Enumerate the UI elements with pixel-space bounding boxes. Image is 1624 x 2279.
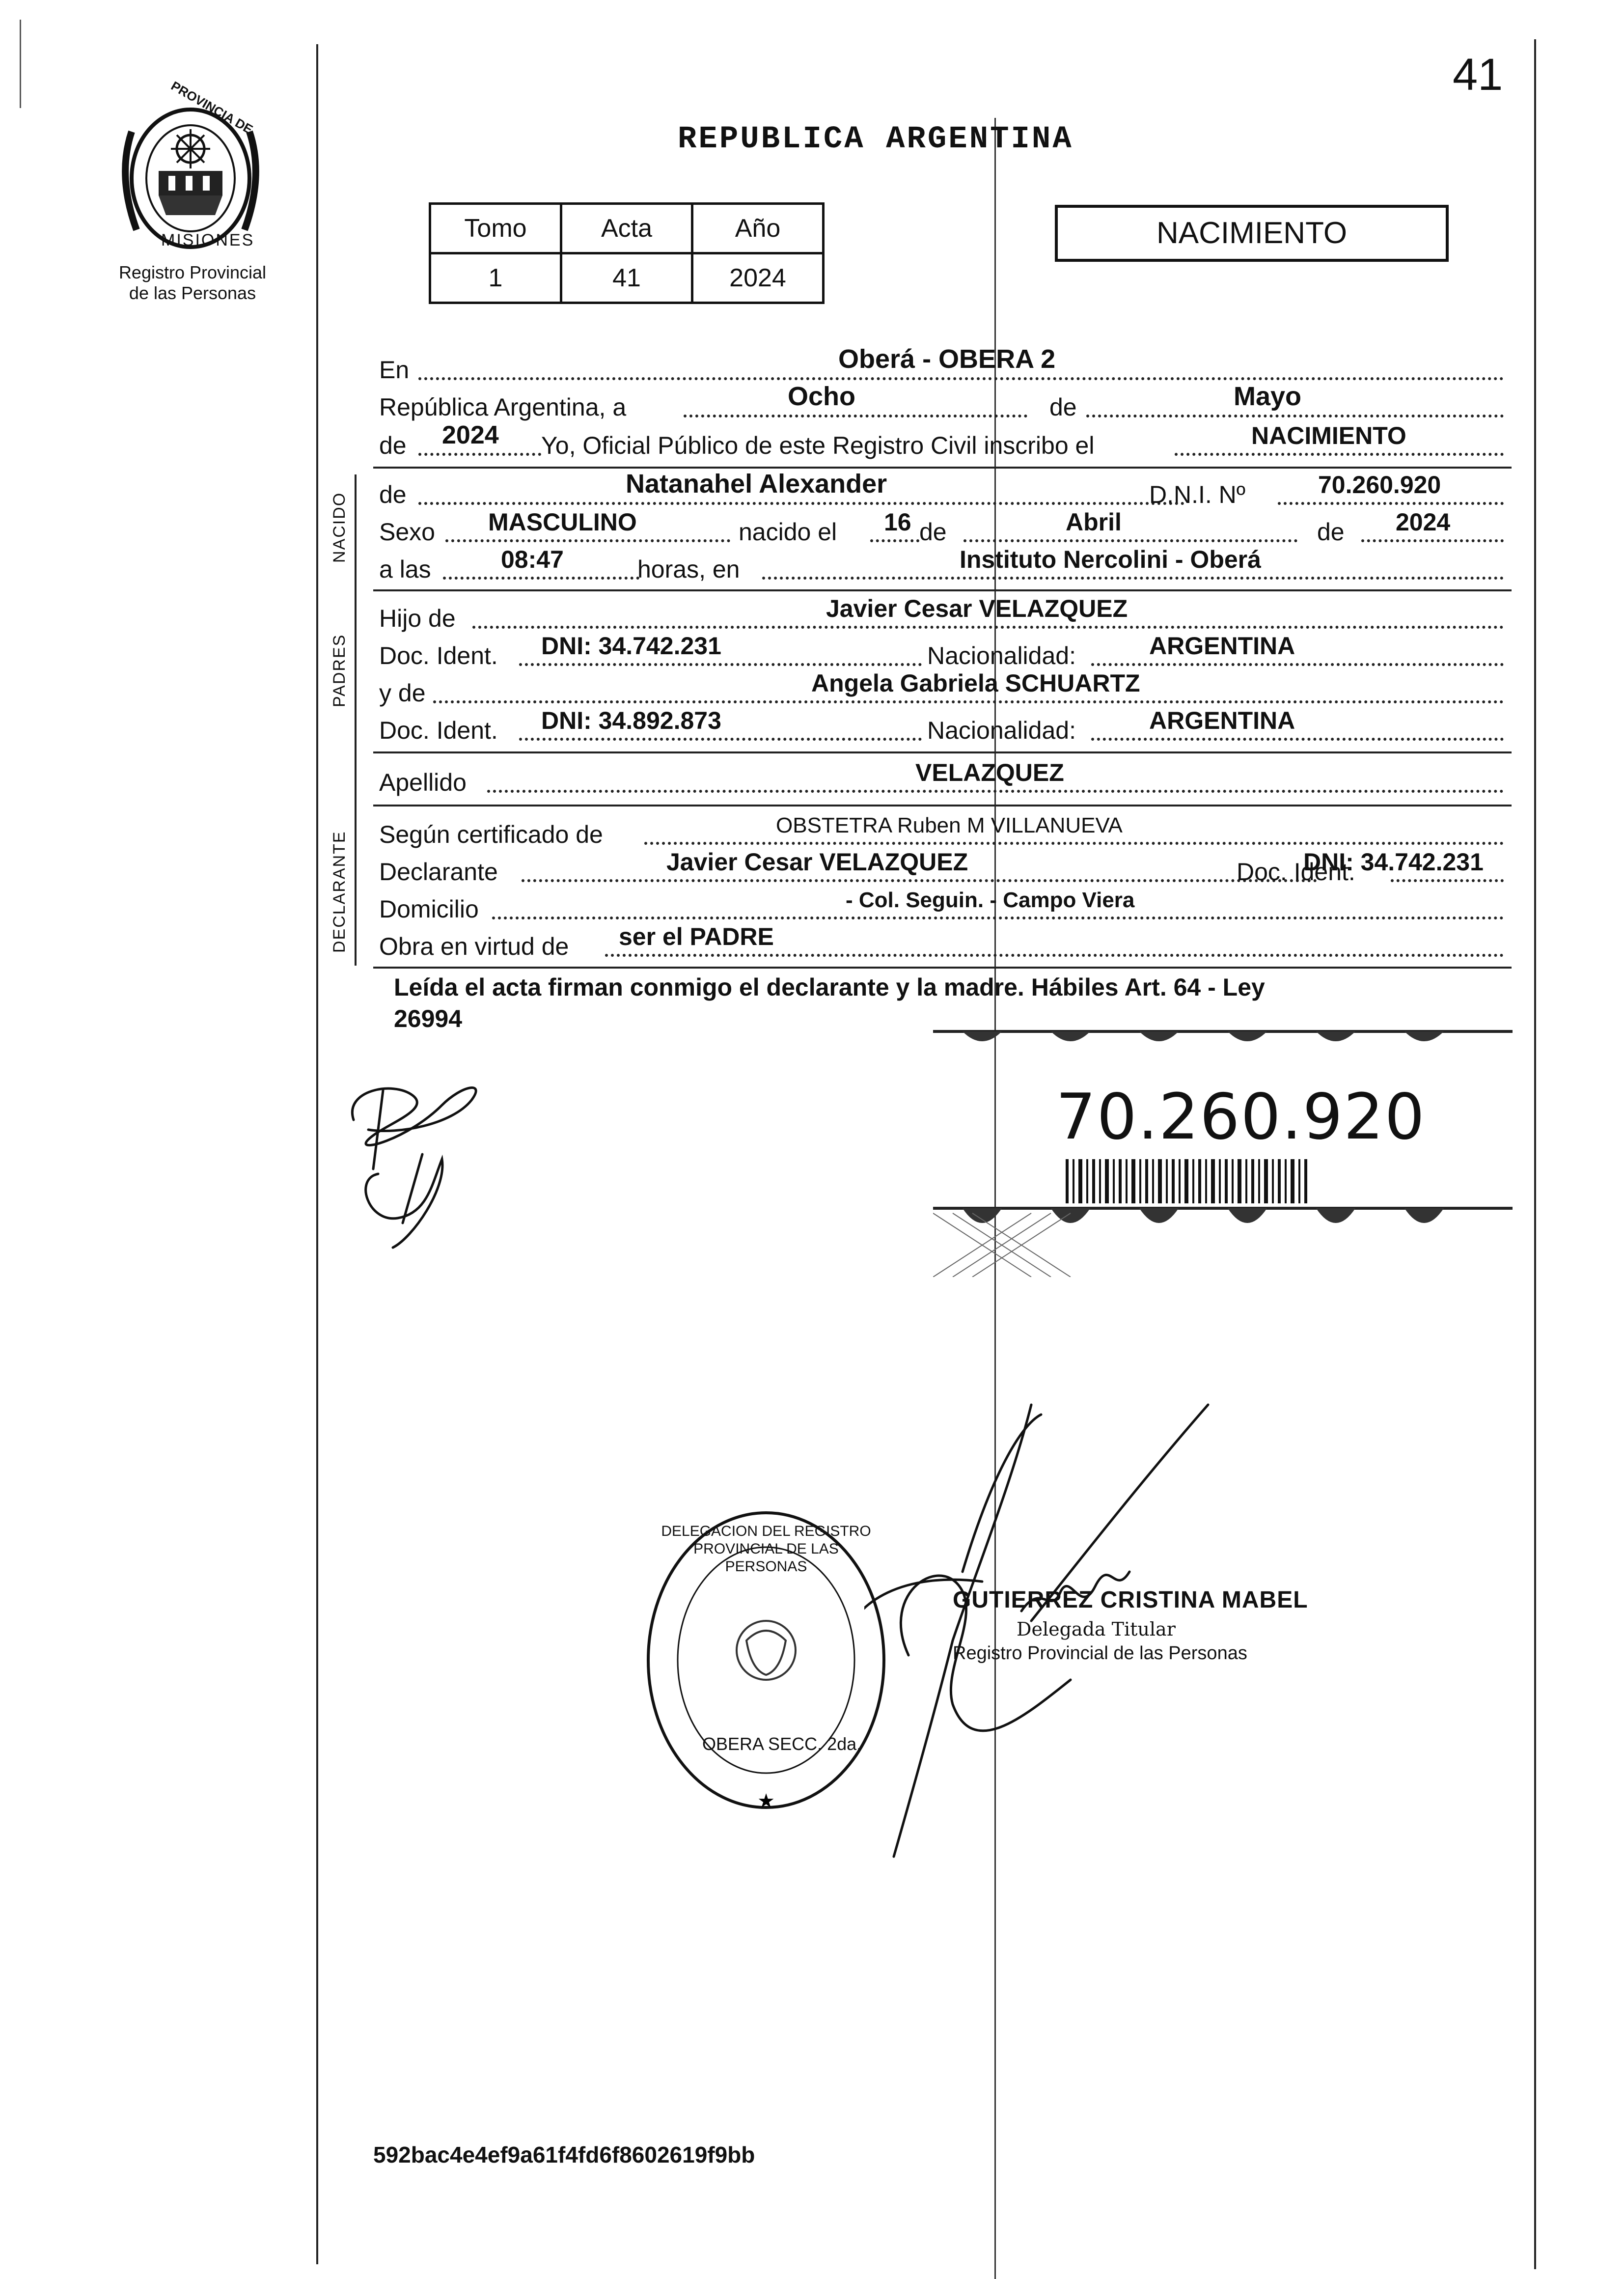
record-table-header: Año bbox=[692, 204, 824, 253]
section-divider bbox=[373, 805, 1512, 806]
section-divider bbox=[373, 751, 1512, 753]
row-domicilio bbox=[379, 889, 1509, 926]
section-label-declarante: DECLARANTE bbox=[330, 831, 349, 953]
svg-text:★: ★ bbox=[757, 1790, 775, 1812]
dotted-line bbox=[418, 502, 1184, 505]
section-label-padres: PADRES bbox=[330, 634, 349, 707]
label-nacido-el: nacido el bbox=[739, 518, 837, 546]
label-a-las: a las bbox=[379, 556, 431, 583]
label-doc-ident: Doc. Ident. bbox=[379, 717, 498, 744]
value-padre-nacionalidad: ARGENTINA bbox=[1149, 632, 1295, 660]
value-anio: 2024 bbox=[442, 421, 499, 449]
label-republica: República Argentina, a bbox=[379, 393, 627, 421]
document-title: REPUBLICA ARGENTINA bbox=[678, 122, 1073, 157]
label-dni: D.N.I. Nº bbox=[1149, 481, 1246, 508]
value-declarante: Javier Cesar VELAZQUEZ bbox=[666, 848, 968, 876]
label-apellido: Apellido bbox=[379, 769, 467, 796]
label-nacionalidad: Nacionalidad: bbox=[927, 717, 1076, 744]
row-madre bbox=[379, 669, 1509, 710]
dotted-line bbox=[870, 539, 919, 542]
record-reference-table bbox=[429, 202, 825, 304]
record-table-header: Tomo bbox=[430, 204, 561, 253]
value-hora: 08:47 bbox=[501, 546, 564, 573]
label-en: En bbox=[379, 356, 410, 384]
dotted-line bbox=[1361, 539, 1504, 542]
value-certificado: OBSTETRA Ruben M VILLANUEVA bbox=[776, 813, 1123, 837]
value-dni-nacido: 70.260.920 bbox=[1318, 471, 1441, 499]
official-office: Registro Provincial de las Personas bbox=[953, 1643, 1247, 1664]
official-name: GUTIERREZ CRISTINA MABEL bbox=[953, 1587, 1308, 1613]
row-padre-documento bbox=[379, 632, 1509, 673]
logo-caption bbox=[108, 262, 277, 304]
row-certificado bbox=[379, 814, 1509, 852]
row-sexo-fecha-nacimiento bbox=[379, 508, 1509, 549]
value-domicilio: - Col. Seguin. - Campo Viera bbox=[846, 888, 1135, 912]
row-hora-lugar-nacimiento bbox=[379, 546, 1509, 586]
dotted-line bbox=[605, 954, 1504, 957]
label-declarante: Declarante bbox=[379, 858, 498, 886]
row-madre-documento bbox=[379, 707, 1509, 748]
record-table-value: 41 bbox=[561, 253, 692, 303]
dotted-line bbox=[684, 415, 1027, 417]
row-apellido bbox=[379, 759, 1509, 800]
label-doc-ident: Doc. Ident. bbox=[379, 642, 498, 669]
closing-note-line1: Leída el acta firman conmigo el declarante y la madre. Hábiles Art. 64 - Ley bbox=[394, 973, 1265, 1001]
logo-text-bottom: MISIONES bbox=[161, 231, 255, 250]
dotted-line bbox=[487, 790, 1504, 793]
dni-stamp-number: 70.260.920 bbox=[1056, 1081, 1426, 1154]
label-nacionalidad: Nacionalidad: bbox=[927, 642, 1076, 669]
value-obra-en-virtud: ser el PADRE bbox=[619, 923, 774, 950]
record-table-value: 2024 bbox=[692, 253, 824, 303]
dotted-line bbox=[762, 577, 1504, 580]
dotted-line bbox=[492, 917, 1504, 919]
record-table-value-row bbox=[430, 253, 824, 303]
seal-text-top: DELEGACION DEL REGISTRO PROVINCIAL DE LAS PERSONAS bbox=[661, 1523, 871, 1575]
value-lugar-inscripcion: Oberá - OBERA 2 bbox=[838, 344, 1056, 374]
official-role: Delegada Titular bbox=[1017, 1618, 1176, 1640]
dotted-line bbox=[445, 539, 730, 542]
right-margin-rule bbox=[1534, 39, 1536, 2269]
label-de: de bbox=[919, 518, 947, 546]
value-dia-nacimiento: 16 bbox=[884, 508, 911, 536]
value-madre: Angela Gabriela SCHUARTZ bbox=[811, 669, 1140, 697]
dotted-line bbox=[1086, 415, 1504, 417]
dotted-line bbox=[519, 663, 922, 666]
label-yo-oficial: Yo, Oficial Público de este Registro Civil inscribo el bbox=[541, 432, 1095, 459]
document-hash: 592bac4e4ef9a61f4fd6f8602619f9bb bbox=[373, 2142, 755, 2168]
value-declarante-dni: DNI: 34.742.231 bbox=[1303, 848, 1484, 876]
label-domicilio: Domicilio bbox=[379, 895, 479, 923]
section-divider bbox=[373, 967, 1512, 969]
logo-text-top: PROVINCIA DE bbox=[168, 78, 256, 137]
logo-caption-line2: de las Personas bbox=[129, 283, 256, 303]
official-name-stamp bbox=[953, 1586, 1308, 1664]
dni-security-stamp bbox=[933, 1022, 1513, 1277]
dotted-line bbox=[1091, 663, 1504, 666]
dotted-line bbox=[418, 377, 1504, 380]
page-number: 41 bbox=[1453, 50, 1503, 100]
dotted-line bbox=[1278, 502, 1504, 505]
value-padre-dni: DNI: 34.742.231 bbox=[541, 632, 721, 660]
closing-note-line2: 26994 bbox=[394, 1005, 463, 1032]
value-tipo-inscripcion: NACIMIENTO bbox=[1251, 422, 1406, 449]
label-de: de bbox=[379, 432, 407, 459]
label-de: de bbox=[1049, 393, 1077, 421]
label-segun-certificado: Según certificado de bbox=[379, 821, 603, 848]
logo-caption-line1: Registro Provincial bbox=[118, 262, 267, 282]
label-de: de bbox=[1317, 518, 1345, 546]
row-fecha-inscripcion bbox=[379, 382, 1509, 424]
value-mes-nacimiento: Abril bbox=[1066, 508, 1122, 536]
far-left-mark bbox=[20, 20, 21, 108]
label-y-de: y de bbox=[379, 679, 426, 707]
value-dia: Ocho bbox=[788, 382, 856, 411]
record-type-box: NACIMIENTO bbox=[1055, 205, 1449, 262]
row-anio-inscripcion bbox=[379, 421, 1509, 463]
record-table-value: 1 bbox=[430, 253, 561, 303]
dotted-line bbox=[644, 842, 1504, 845]
row-declarante bbox=[379, 848, 1509, 889]
value-padre: Javier Cesar VELAZQUEZ bbox=[826, 595, 1128, 622]
section-divider bbox=[373, 589, 1512, 591]
value-sexo: MASCULINO bbox=[488, 508, 637, 536]
dotted-line bbox=[443, 577, 639, 580]
label-obra-en-virtud: Obra en virtud de bbox=[379, 933, 569, 960]
dotted-line bbox=[1175, 453, 1504, 456]
label-de: de bbox=[379, 481, 407, 508]
value-apellido: VELAZQUEZ bbox=[915, 759, 1064, 786]
value-madre-dni: DNI: 34.892.873 bbox=[541, 707, 721, 734]
label-sexo: Sexo bbox=[379, 518, 435, 546]
section-side-rule bbox=[355, 474, 357, 966]
value-nombre-nacido: Natanahel Alexander bbox=[626, 469, 887, 499]
official-seal bbox=[638, 1493, 894, 1847]
dotted-line bbox=[418, 453, 541, 456]
label-horas-en: horas, en bbox=[637, 556, 740, 583]
dotted-line bbox=[519, 738, 922, 741]
dotted-line bbox=[433, 700, 1504, 703]
value-anio-nacimiento: 2024 bbox=[1396, 508, 1451, 536]
value-mes: Mayo bbox=[1234, 382, 1302, 411]
section-divider bbox=[373, 467, 1512, 469]
dotted-line bbox=[1091, 738, 1504, 741]
row-padre bbox=[379, 595, 1509, 636]
row-en bbox=[379, 344, 1509, 387]
value-madre-nacionalidad: ARGENTINA bbox=[1149, 707, 1295, 734]
dotted-line bbox=[1391, 879, 1504, 882]
label-doc-ident: Doc. Ident. bbox=[1237, 858, 1355, 886]
label-hijo-de: Hijo de bbox=[379, 605, 456, 632]
dotted-line bbox=[472, 626, 1504, 629]
seal-text-bottom: OBERA SECC. 2da. bbox=[702, 1734, 862, 1754]
value-lugar-nacimiento: Instituto Nercolini - Oberá bbox=[960, 546, 1261, 573]
record-table-header-row bbox=[430, 204, 824, 253]
dotted-line bbox=[963, 539, 1297, 542]
section-label-nacido: NACIDO bbox=[330, 492, 349, 563]
row-nombre bbox=[379, 469, 1509, 512]
left-margin-rule bbox=[316, 44, 318, 2264]
dotted-line bbox=[522, 879, 1317, 882]
record-table-header: Acta bbox=[561, 204, 692, 253]
row-obra-en-virtud bbox=[379, 923, 1509, 964]
provincial-logo bbox=[107, 78, 274, 254]
declarant-signature-icon bbox=[324, 1061, 501, 1257]
